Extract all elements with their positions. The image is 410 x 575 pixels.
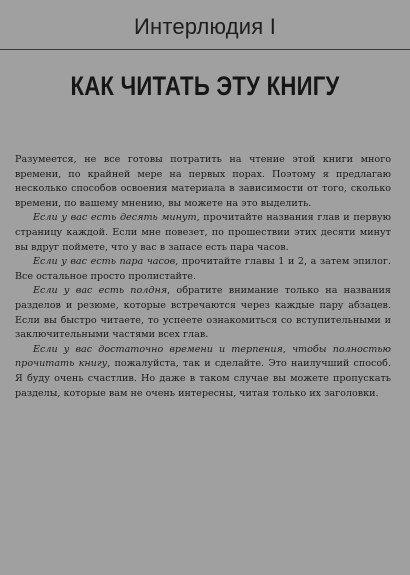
- paragraph-text: , пожалуйста, так и сделайте. Это наилучший способ. Я буду очень счастлив. Но даже в таком случае вы можете пропускать разделы, которые вам не очень интересны, читая только их заголовки.: [15, 358, 391, 399]
- chapter-label: Интерлюдия I: [133, 14, 277, 39]
- header-divider: [0, 49, 410, 50]
- paragraph-lead: Если у вас есть пара часов: [33, 256, 176, 268]
- body-text: [15, 153, 391, 401]
- paragraph-lead: Если у вас достаточно времени и терпения, чтобы полностью прочитать книгу: [15, 343, 391, 370]
- paragraph-4: [15, 284, 391, 342]
- chapter-title: КАК ЧИТАТЬ ЭТУ КНИГУ: [70, 71, 340, 101]
- paragraph-lead: Если у вас есть полдня: [33, 285, 168, 297]
- paragraph-lead: Если у вас есть десять минут: [33, 212, 197, 224]
- paragraph-2: [15, 211, 391, 255]
- paragraph-text: , прочитайте названия глав и первую страницу каждой. Если мне повезет, по прошествии этих десяти минут вы вдруг поймете, что у вас в запасе есть пара часов.: [15, 212, 391, 253]
- paragraph-5: [15, 343, 391, 401]
- paragraph-3: [15, 255, 391, 284]
- paragraph-1: [15, 153, 391, 211]
- paragraph-text: , прочитайте главы 1 и 2, а затем эпилог. Все остальное просто пролистайте.: [15, 256, 391, 282]
- paragraph-text: Разумеется, не все готовы потратить на чтение этой книги много времени, по крайней мере на первых порах. Поэтому я предлагаю несколько способов освоения материала в зависимости от того, сколько времени, по вашему мнению, вы можете на это выделить.: [15, 154, 391, 209]
- paragraph-text: , обратите внимание только на названия разделов и резюме, которые встречаются через каждые пару абзацев. Если вы быстро читаете, то успеете ознакомиться со вступительными и заключительными частями всех глав.: [15, 285, 391, 341]
